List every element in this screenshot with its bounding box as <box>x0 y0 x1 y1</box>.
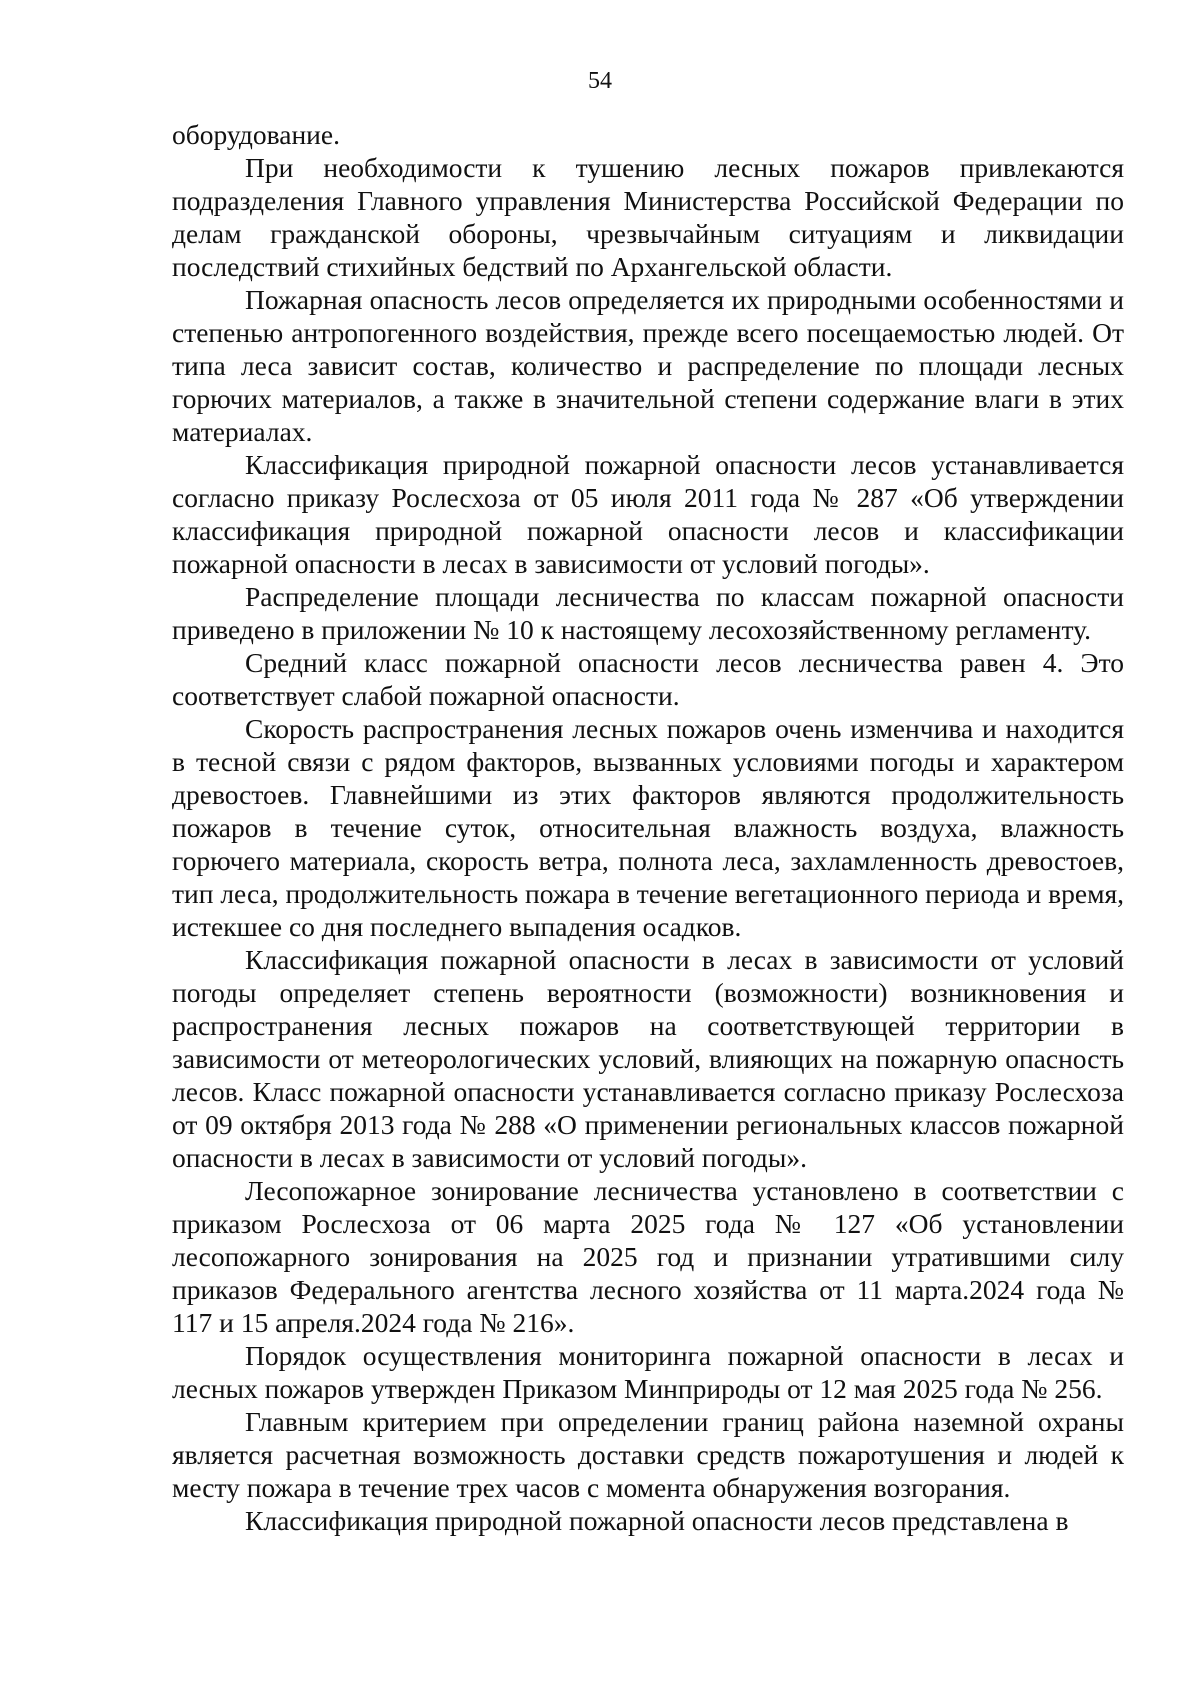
document-body <box>172 118 1124 1537</box>
page-number: 54 <box>588 68 612 94</box>
paragraph-continuation: оборудование. <box>172 119 340 150</box>
paragraph-fire-zoning: Лесопожарное зонирование лесничества установлено в соответствии с приказом Рослесхоза от 06 марта 2025 года № 127 «Об установлении лесопожарного зонирования на 2025 год и признании утратившими силу приказов Федерального агентства лесного хозяйства от 11 марта.2024 года № 117 и 15 апреля.2024 года № 216». <box>172 1175 1124 1338</box>
paragraph-emergency-units: При необходимости к тушению лесных пожаров привлекаются подразделения Главного управления Министерства Российской Федерации по делам гражданской обороны, чрезвычайным ситуациям и ликвидации последствий стихийных бедствий по Архангельской области. <box>172 152 1124 282</box>
paragraph-average-class: Средний класс пожарной опасности лесов лесничества равен 4. Это соответствует слабой пожарной опасности. <box>172 647 1124 711</box>
paragraph-monitoring: Порядок осуществления мониторинга пожарной опасности в лесах и лесных пожаров утвержден Приказом Минприроды от 12 мая 2025 года № 256. <box>172 1340 1124 1404</box>
paragraph-fire-hazard-factors: Пожарная опасность лесов определяется их природными особенностями и степенью антропогенного воздействия, прежде всего посещаемостью людей. От типа леса зависит состав, количество и распределение по площади лесных горючих материалов, а также в значительной степени содержание влаги в этих материалах. <box>172 284 1124 447</box>
paragraph-area-distribution: Распределение площади лесничества по классам пожарной опасности приведено в приложении № 10 к настоящему лесохозяйственному регламенту. <box>172 581 1124 645</box>
paragraph-weather-classification: Классификация пожарной опасности в лесах в зависимости от условий погоды определяет степень вероятности (возможности) возникновения и распространения лесных пожаров на соответствующей территории в зависимости от метеорологических условий, влияющих на пожарную опасность лесов. Класс пожарной опасности устанавливается согласно приказу Рослесхоза от 09 октября 2013 года № 288 «О применении региональных классов пожарной опасности в лесах в зависимости от условий погоды». <box>172 944 1124 1173</box>
paragraph-classification-presented: Классификация природной пожарной опасности лесов представлена в <box>245 1505 1069 1536</box>
paragraph-natural-hazard-classification: Классификация природной пожарной опасности лесов устанавливается согласно приказу Рослесхоза от 05 июля 2011 года № 287 «Об утверждении классификация природной пожарной опасности лесов и классификации пожарной опасности в лесах в зависимости от условий погоды». <box>172 449 1124 579</box>
paragraph-ground-protection: Главным критерием при определении границ района наземной охраны является расчетная возможность доставки средств пожаротушения и людей к месту пожара в течение трех часов с момента обнаружения возгорания. <box>172 1406 1124 1503</box>
paragraph-spread-speed: Скорость распространения лесных пожаров очень изменчива и находится в тесной связи с рядом факторов, вызванных условиями погоды и характером древостоев. Главнейшими из этих факторов являются продолжительность пожаров в течение суток, относительная влажность воздуха, влажность горючего материала, скорость ветра, полнота леса, захламленность древостоев, тип леса, продолжительность пожара в течение вегетационного периода и время, истекшее со дня последнего выпадения осадков. <box>172 713 1124 942</box>
